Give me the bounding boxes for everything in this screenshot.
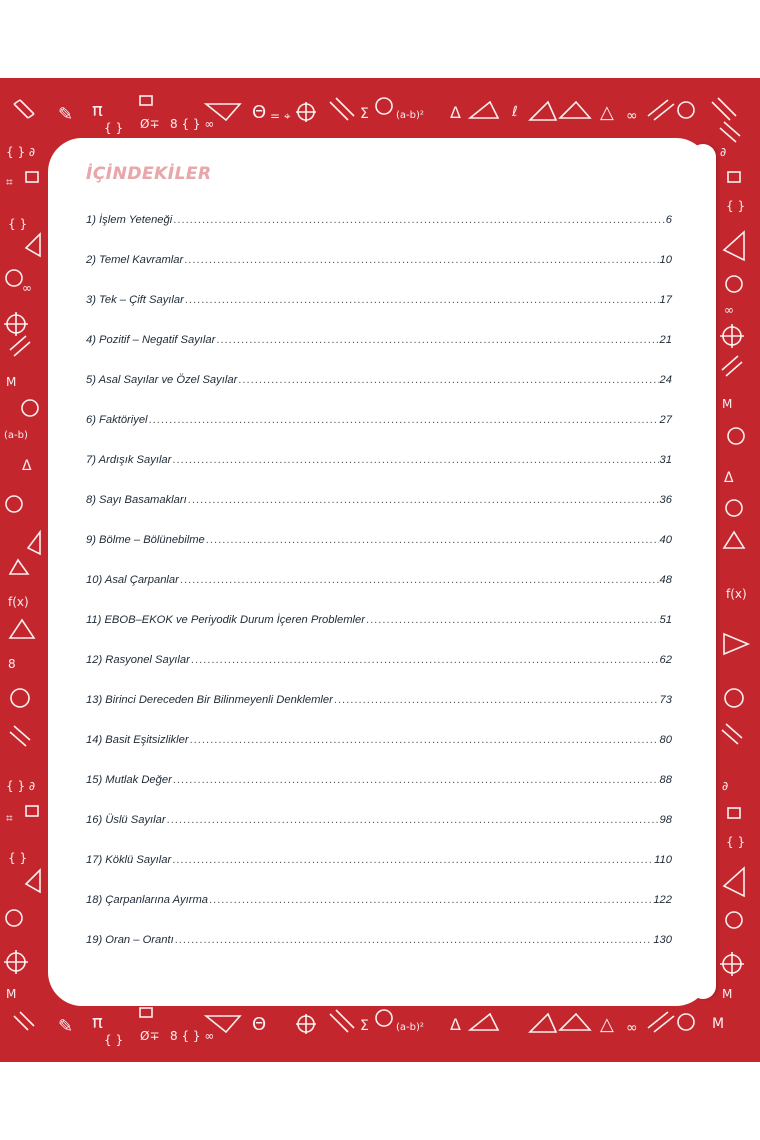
toc-entry[interactable]	[86, 534, 672, 574]
svg-text:f(x): f(x)	[8, 595, 29, 609]
page-title: İÇİNDEKİLER	[86, 164, 212, 184]
svg-text:M: M	[6, 987, 17, 1001]
svg-text:{ }: { }	[726, 835, 746, 849]
toc-entry-page-number: 27	[659, 414, 672, 426]
toc-entry[interactable]	[86, 214, 672, 254]
toc-entry[interactable]	[86, 854, 672, 894]
svg-text:Θ: Θ	[252, 1014, 267, 1035]
toc-entry-page-number: 110	[654, 854, 672, 866]
toc-entry-page-number: 40	[659, 534, 672, 546]
svg-text:ℓ: ℓ	[512, 104, 518, 120]
svg-text:{ } ∂: { } ∂	[6, 145, 36, 159]
toc-dot-leader	[238, 374, 658, 386]
svg-text:8 { } ∞: 8 { } ∞	[170, 117, 215, 131]
svg-text:= ⌖: = ⌖	[270, 109, 291, 123]
svg-text:⌗: ⌗	[6, 811, 13, 825]
toc-entry-label: 13) Birinci Dereceden Bir Bilinmeyenli Denklemler	[86, 694, 333, 706]
svg-text:(a-b): (a-b)	[4, 430, 28, 441]
toc-entry-label: 8) Sayı Basamakları	[86, 494, 187, 506]
toc-entry[interactable]	[86, 414, 672, 454]
toc-entry[interactable]	[86, 934, 672, 974]
toc-dot-leader	[149, 414, 659, 426]
svg-text:Σ: Σ	[360, 1018, 369, 1034]
svg-text:Δ: Δ	[22, 458, 32, 474]
svg-text:∞: ∞	[22, 281, 32, 295]
toc-entry-page-number: 6	[665, 214, 672, 226]
svg-text:∂: ∂	[720, 145, 727, 159]
svg-text:{ }: { }	[8, 217, 28, 231]
toc-dot-leader	[366, 614, 659, 626]
toc-dot-leader	[334, 694, 659, 706]
svg-text:f(x): f(x)	[726, 587, 747, 601]
toc-dot-leader	[191, 654, 659, 666]
toc-entry[interactable]	[86, 774, 672, 814]
svg-text:{ }: { }	[8, 851, 28, 865]
svg-text:∞: ∞	[626, 1020, 638, 1036]
svg-text:⌗: ⌗	[6, 175, 13, 189]
toc-entry[interactable]	[86, 374, 672, 414]
toc-entry[interactable]	[86, 294, 672, 334]
toc-entry-page-number: 31	[659, 454, 672, 466]
toc-entry-label: 2) Temel Kavramlar	[86, 254, 184, 266]
toc-entry-label: 16) Üslü Sayılar	[86, 814, 166, 826]
svg-text:(a-b)²: (a-b)²	[396, 110, 424, 121]
toc-entry-label: 9) Bölme – Bölünebilme	[86, 534, 205, 546]
svg-text:M: M	[712, 1016, 725, 1032]
svg-text:M: M	[722, 397, 733, 411]
toc-entry-page-number: 88	[659, 774, 672, 786]
toc-entry[interactable]	[86, 334, 672, 374]
toc-dot-leader	[184, 254, 658, 266]
toc-entry[interactable]	[86, 574, 672, 614]
toc-entry-label: 6) Faktöriyel	[86, 414, 148, 426]
toc-entry-label: 10) Asal Çarpanlar	[86, 574, 179, 586]
toc-entry-page-number: 73	[659, 694, 672, 706]
toc-entry-page-number: 51	[659, 614, 672, 626]
toc-entry-label: 7) Ardışık Sayılar	[86, 454, 172, 466]
toc-entry-page-number: 130	[653, 934, 672, 946]
toc-entry[interactable]	[86, 654, 672, 694]
toc-dot-leader	[173, 774, 659, 786]
toc-dot-leader	[190, 734, 659, 746]
svg-text:{ } ∂: { } ∂	[6, 779, 36, 793]
svg-text:△: △	[600, 1014, 614, 1035]
svg-text:Δ: Δ	[450, 1015, 461, 1034]
table-of-contents	[86, 214, 672, 974]
toc-entry-label: 5) Asal Sayılar ve Özel Sayılar	[86, 374, 238, 386]
svg-text:Δ: Δ	[450, 103, 461, 122]
svg-text:8: 8	[8, 657, 16, 671]
toc-entry-label: 18) Çarpanlarına Ayırma	[86, 894, 208, 906]
svg-text:Δ: Δ	[724, 470, 734, 486]
toc-entry-label: 14) Basit Eşitsizlikler	[86, 734, 189, 746]
svg-text:∞: ∞	[724, 303, 734, 317]
svg-text:Θ: Θ	[252, 102, 267, 123]
toc-dot-leader	[175, 934, 653, 946]
toc-dot-leader	[209, 894, 652, 906]
toc-dot-leader	[173, 214, 665, 226]
toc-dot-leader	[167, 814, 659, 826]
toc-entry-label: 11) EBOB–EKOK ve Periyodik Durum İçeren Problemler	[86, 614, 365, 626]
toc-entry-page-number: 62	[659, 654, 672, 666]
toc-entry[interactable]	[86, 254, 672, 294]
toc-dot-leader	[188, 494, 659, 506]
toc-entry-page-number: 21	[659, 334, 672, 346]
toc-entry-page-number: 98	[659, 814, 672, 826]
svg-text:(a-b)²: (a-b)²	[396, 1022, 424, 1033]
svg-text:π: π	[92, 1012, 103, 1033]
toc-dot-leader	[206, 534, 659, 546]
toc-entry-label: 19) Oran – Orantı	[86, 934, 174, 946]
toc-entry-label: 12) Rasyonel Sayılar	[86, 654, 190, 666]
toc-entry[interactable]	[86, 734, 672, 774]
svg-text:π: π	[92, 100, 103, 121]
svg-text:△: △	[600, 102, 614, 123]
svg-text:{ }: { }	[726, 199, 746, 213]
toc-entry-page-number: 80	[659, 734, 672, 746]
toc-entry-page-number: 17	[659, 294, 672, 306]
svg-text:Ø∓: Ø∓	[140, 117, 160, 131]
svg-text:Σ: Σ	[360, 106, 369, 122]
toc-dot-leader	[172, 854, 653, 866]
toc-entry[interactable]	[86, 614, 672, 654]
svg-text:✎: ✎	[58, 104, 74, 125]
toc-entry-page-number: 10	[659, 254, 672, 266]
toc-entry-label: 1) İşlem Yeteneği	[86, 214, 173, 226]
toc-entry[interactable]	[86, 494, 672, 534]
svg-text:{ }: { }	[104, 1033, 124, 1047]
svg-text:{ }: { }	[104, 121, 124, 135]
toc-entry-page-number: 36	[659, 494, 672, 506]
toc-entry-page-number: 24	[659, 374, 672, 386]
svg-text:M: M	[722, 987, 733, 1001]
toc-entry[interactable]	[86, 814, 672, 854]
toc-dot-leader	[172, 454, 658, 466]
toc-entry-label: 3) Tek – Çift Sayılar	[86, 294, 184, 306]
toc-dot-leader	[185, 294, 659, 306]
svg-text:Ø∓: Ø∓	[140, 1029, 160, 1043]
svg-text:∂: ∂	[722, 779, 729, 793]
toc-entry[interactable]	[86, 694, 672, 734]
toc-entry[interactable]	[86, 894, 672, 934]
svg-text:✎: ✎	[58, 1016, 74, 1037]
svg-text:∞: ∞	[626, 108, 638, 124]
toc-entry[interactable]	[86, 454, 672, 494]
svg-text:M: M	[6, 375, 17, 389]
toc-dot-leader	[180, 574, 659, 586]
toc-entry-page-number: 48	[659, 574, 672, 586]
toc-entry-label: 15) Mutlak Değer	[86, 774, 172, 786]
toc-entry-label: 17) Köklü Sayılar	[86, 854, 172, 866]
toc-dot-leader	[216, 334, 658, 346]
svg-text:8 { } ∞: 8 { } ∞	[170, 1029, 215, 1043]
toc-entry-page-number: 122	[653, 894, 672, 906]
toc-entry-label: 4) Pozitif – Negatif Sayılar	[86, 334, 216, 346]
